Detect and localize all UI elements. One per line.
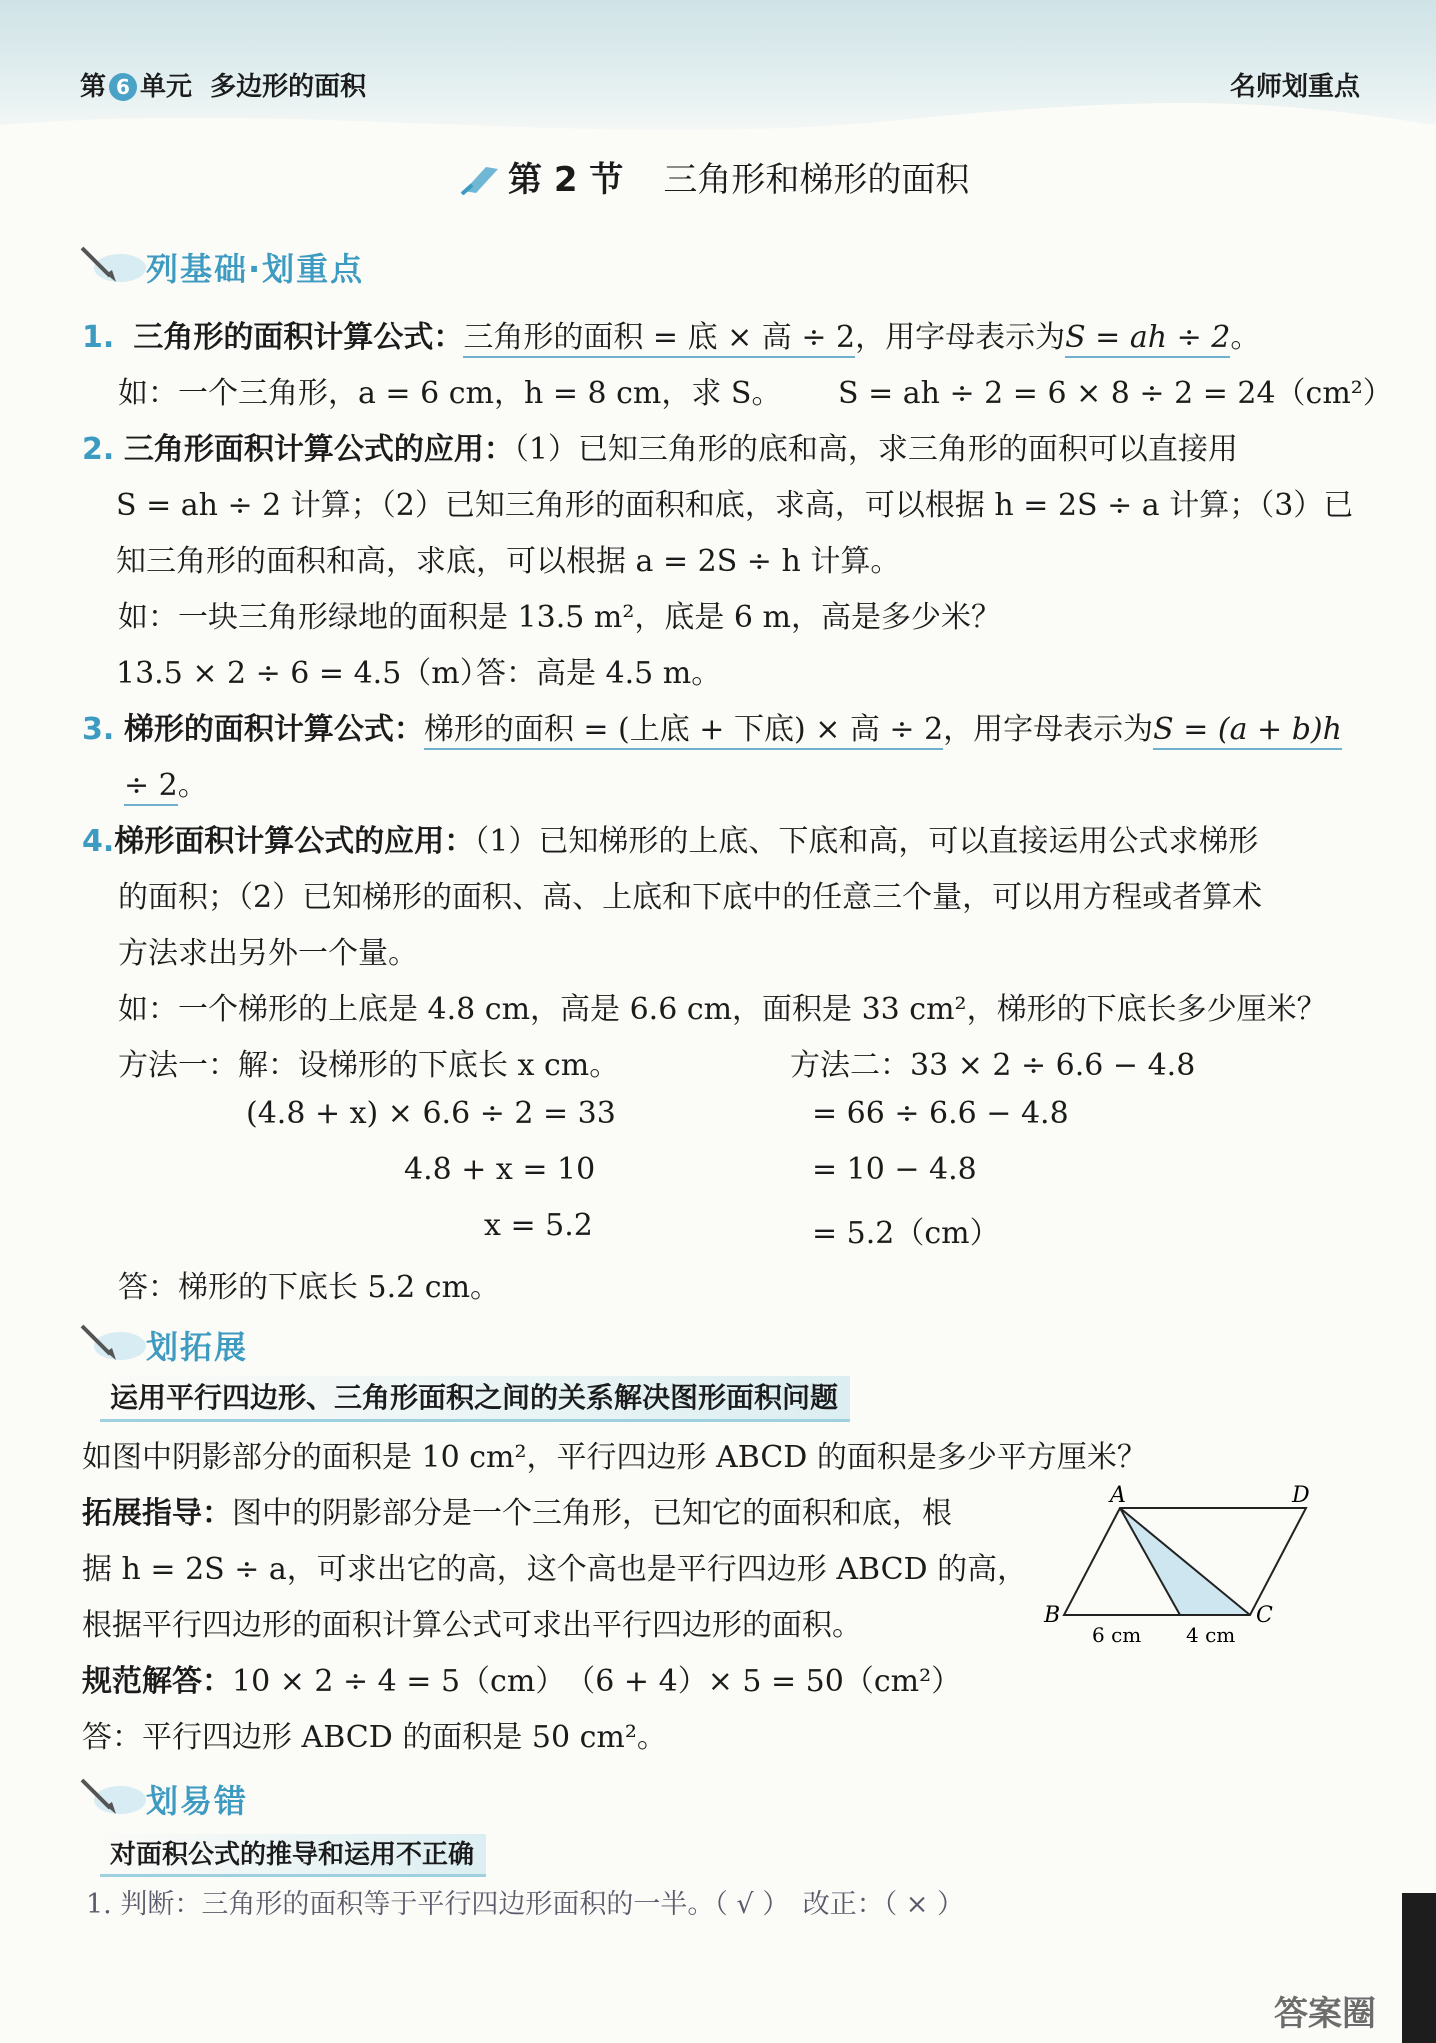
banner-extension: 划拓展 — [76, 1316, 336, 1372]
banner-basics: 列基础·划重点 — [76, 238, 496, 294]
item-1: 1. 三角形的面积计算公式：三角形的面积 = 底 × 高 ÷ 2，用字母表示为S = ah ÷ 2。 — [82, 312, 1260, 356]
method-2-line-2: = 66 ÷ 6.6 − 4.8 — [812, 1096, 1069, 1131]
method-1-line-1: 方法一：解：设梯形的下底长 x cm。 — [118, 1048, 620, 1083]
header-wave — [0, 95, 1436, 155]
parallelogram-figure — [1040, 1480, 1330, 1650]
unit-number-badge: 6 — [109, 73, 137, 101]
section-text: 三角形和梯形的面积 — [663, 160, 970, 200]
item-4-answer: 答：梯形的下底长 5.2 cm。 — [118, 1270, 501, 1305]
item-4-line-2: 的面积；（2）已知梯形的面积、高、上底和下底中的任意三个量，可以用方程或者算术 — [118, 880, 1263, 915]
vertex-d: D — [1292, 1483, 1310, 1508]
vertex-b: B — [1044, 1603, 1061, 1628]
method-2-line-3: = 10 − 4.8 — [812, 1152, 977, 1187]
section-title — [460, 152, 969, 201]
item-3: 3. 梯形的面积计算公式：梯形的面积 = (上底 + 下底) × 高 ÷ 2，用字母表示为S = (a + b)h — [82, 704, 1342, 748]
method-1-line-2: (4.8 + x) × 6.6 ÷ 2 = 33 — [246, 1096, 616, 1131]
pencil-icon — [76, 1316, 146, 1366]
vertex-c: C — [1256, 1603, 1273, 1628]
extension-question: 如图中阴影部分的面积是 10 cm²，平行四边形 ABCD 的面积是多少平方厘米？ — [82, 1440, 1147, 1475]
mistakes-subhead: 对面积公式的推导和运用不正确 — [100, 1834, 486, 1877]
item-3-line-2: ÷ 2。 — [124, 760, 208, 804]
item-2: 2. 三角形面积计算公式的应用：（1）已知三角形的底和高，求三角形的面积可以直接用 — [82, 432, 1238, 467]
extension-guide-3: 根据平行四边形的面积计算公式可求出平行四边形的面积。 — [82, 1608, 862, 1643]
item-2-answer: 答：高是 4.5 m。 — [476, 656, 722, 691]
mistakes-item: 1. 判断：三角形的面积等于平行四边形面积的一半。（ √ ） 改正：（ × ） — [86, 1889, 964, 1920]
vertex-a: A — [1110, 1483, 1126, 1508]
item-4-example: 如：一个梯形的上底是 4.8 cm，高是 6.6 cm，面积是 33 cm²，梯形的下底长多少厘米？ — [118, 992, 1327, 1027]
section-label: 第 2 节 — [508, 160, 624, 200]
item-4-line-3: 方法求出另外一个量。 — [118, 936, 418, 971]
method-1-line-3: 4.8 + x = 10 — [404, 1152, 596, 1187]
brand-label: 名师划重点 — [1229, 72, 1360, 102]
segment-label-4cm: 4 cm — [1186, 1623, 1236, 1647]
extension-guide-2: 据 h = 2S ÷ a，可求出它的高，这个高也是平行四边形 ABCD 的高， — [82, 1552, 1028, 1587]
method-1-line-4: x = 5.2 — [484, 1208, 593, 1243]
watermark: 答案圈 — [1274, 1994, 1376, 2034]
segment-label-6cm: 6 cm — [1092, 1623, 1142, 1647]
pencil-icon — [76, 1770, 146, 1820]
method-2-line-4: = 5.2（cm） — [812, 1216, 1000, 1251]
item-2-calc: 13.5 × 2 ÷ 6 = 4.5（m） — [116, 656, 490, 691]
extension-subhead: 运用平行四边形、三角形面积之间的关系解决图形面积问题 — [100, 1376, 850, 1422]
item-2-example: 如：一块三角形绿地的面积是 13.5 m²，底是 6 m，高是多少米？ — [118, 600, 1001, 635]
pen-icon — [460, 161, 502, 195]
extension-guide-1: 拓展指导：图中的阴影部分是一个三角形，已知它的面积和底，根 — [82, 1496, 952, 1531]
extension-answer: 答：平行四边形 ABCD 的面积是 50 cm²。 — [82, 1720, 667, 1755]
item-2-line-3: 知三角形的面积和高，求底，可以根据 a = 2S ÷ h 计算。 — [116, 544, 901, 579]
item-4: 4.梯形面积计算公式的应用：（1）已知梯形的上底、下底和高，可以直接运用公式求梯形 — [82, 824, 1259, 859]
method-2-line-1: 方法二：33 × 2 ÷ 6.6 − 4.8 — [790, 1048, 1196, 1083]
banner-mistakes: 划易错 — [76, 1770, 336, 1826]
extension-solution: 规范解答：10 × 2 ÷ 4 = 5（cm） （6 + 4）× 5 = 50（cm²） — [82, 1664, 962, 1699]
unit-label: 第 6 单元 多边形的面积 — [80, 72, 367, 102]
unit-title: 多边形的面积 — [210, 72, 367, 102]
item-1-example-solution: S = ah ÷ 2 = 6 × 8 ÷ 2 = 24（cm²） — [838, 376, 1393, 411]
pencil-icon — [76, 238, 146, 288]
item-1-example: 如：一个三角形，a = 6 cm，h = 8 cm，求 S。 — [118, 376, 782, 411]
page-corner — [1402, 1893, 1436, 2043]
item-2-line-2: S = ah ÷ 2 计算；（2）已知三角形的面积和底，求高，可以根据 h = 2S ÷ a 计算；（3）已 — [116, 488, 1354, 523]
